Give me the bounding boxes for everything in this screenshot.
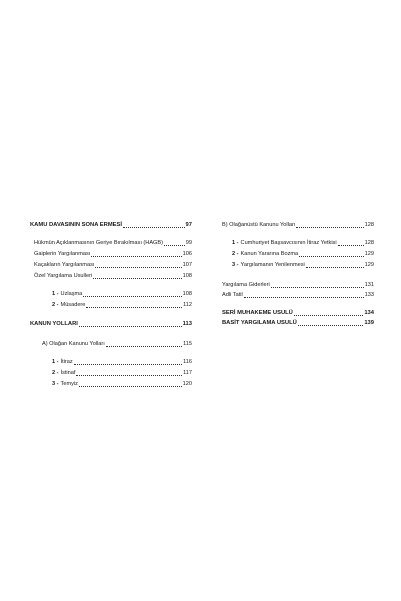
dot-leader [74,364,182,365]
dot-leader [79,326,182,327]
dot-leader [299,256,363,257]
dot-leader [338,245,364,246]
dot-leader [164,245,185,246]
toc-entry: 1 - Uzlaşma 108 [52,291,192,297]
toc-entry: 1 - Cumhuriyet Başsavcısının İtiraz Yetkisi 128 [232,240,374,246]
dot-leader [271,287,364,288]
toc-entry: 1 - İtiraz 116 [52,359,192,365]
toc-entry: Adli Tatil 133 [222,292,374,298]
dot-leader [95,267,181,268]
toc-entry: 2 - Müsadere 112 [52,302,192,308]
dot-leader [244,297,364,298]
toc-entry: 3 - Yargılamanın Yenilenmesi 129 [232,262,374,268]
dot-leader [83,296,181,297]
toc-entry: SERİ MUHAKEME USULÜ 134 [222,310,374,316]
toc-entry: Kaçakların Yargılanması 107 [34,262,192,268]
toc-entry: KANUN YOLLARI 113 [30,321,192,327]
dot-leader [79,386,182,387]
toc-entry: A) Olağan Kanunu Yolları 115 [42,341,192,347]
toc-entry: 2 - Kanun Yararına Bozma 129 [232,251,374,257]
toc-entry: Özel Yargılama Usulleri 108 [34,273,192,279]
dot-leader [294,315,363,316]
toc-entry: Hükmün Açıklanmasının Geriye Bırakılması (HAGB) 99 [34,240,192,246]
toc-entry: 3 - Temyiz 120 [52,381,192,387]
dot-leader [298,325,364,326]
dot-leader [76,375,182,376]
toc-entry: Gaiplerin Yargılanması 106 [34,251,192,257]
toc-entry: KAMU DAVASININ SONA ERMESİ 97 [30,222,192,228]
dot-leader [106,346,182,347]
toc-entry: 2 - İstinaf 117 [52,370,192,376]
dot-leader [306,267,364,268]
dot-leader [93,278,181,279]
dot-leader [123,227,185,228]
toc-entry: B) Olağanüstü Kanunu Yolları 128 [222,222,374,228]
dot-leader [86,307,182,308]
toc-entry: Yargılama Giderleri 131 [222,282,374,288]
dot-leader [296,227,363,228]
toc-entry: BASİT YARGILAMA USULÜ 139 [222,320,374,326]
dot-leader [91,256,181,257]
